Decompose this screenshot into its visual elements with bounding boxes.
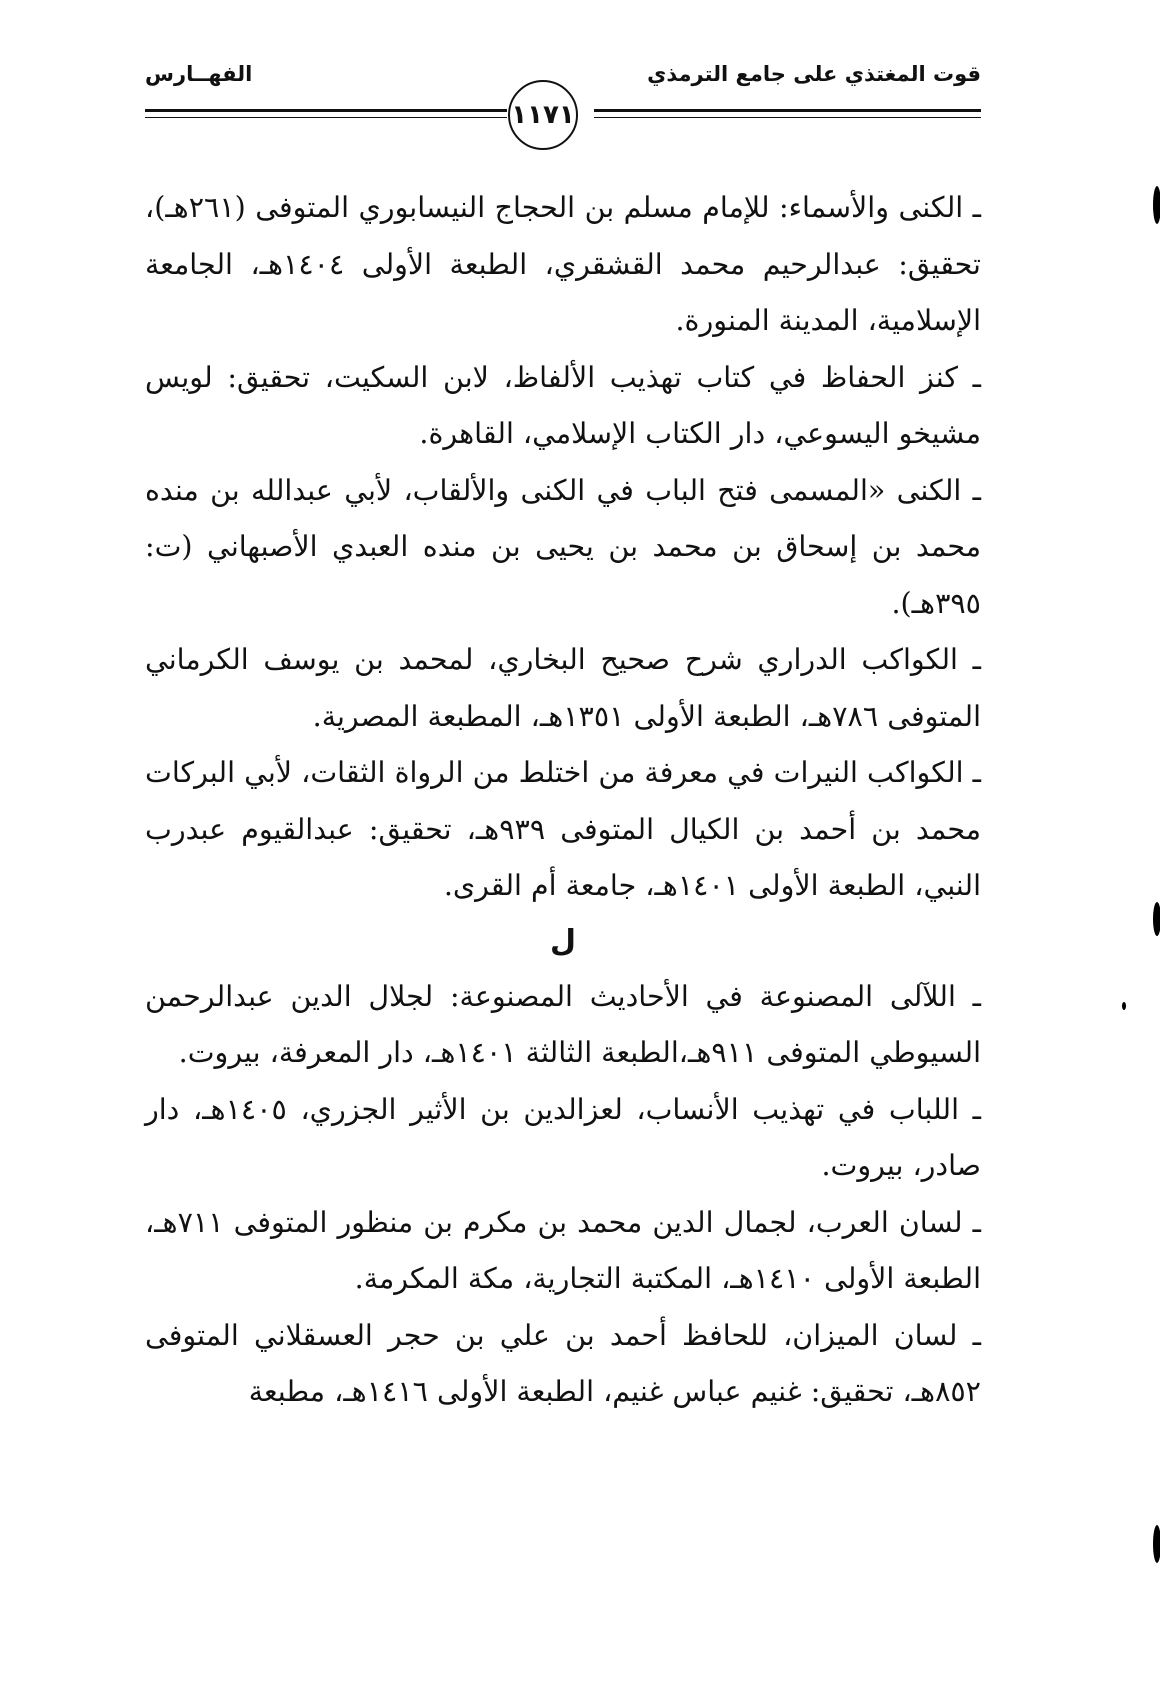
bibliography-entry: ـ لسان الميزان، للحافظ أحمد بن علي بن حجر العسقلاني المتوفى ٨٥٢هـ، تحقيق: غنيم عباس غنيم، الطبعة الأولى ١٤١٦هـ، مطبعة [145,1318,981,1408]
page-header [145,62,981,152]
bibliography-entry: ـ لسان العرب، لجمال الدين محمد بن مكرم بن منظور المتوفى ٧١١هـ، الطبعة الأولى ١٤١٠هـ، المكتبة التجارية، مكة المكرمة. [145,1205,981,1295]
bibliography-entry: ـ الكنى والأسماء: للإمام مسلم بن الحجاج النيسابوري المتوفى (٢٦١هـ)، تحقيق: عبدالرحيم محمد القشقري، الطبعة الأولى ١٤٠٤هـ، الجامعة الإسلامية، المدينة المنورة. [145,191,981,337]
bibliography-entry: ـ كنز الحفاظ في كتاب تهذيب الألفاظ، لابن السكيت، تحقيق: لويس مشيخو اليسوعي، دار الكتاب الإسلامي، القاهرة. [145,360,981,450]
scan-hole-mark [1153,902,1160,936]
bibliography-entry: ـ اللباب في تهذيب الأنساب، لعزالدين بن الأثير الجزري، ١٤٠٥هـ، دار صادر، بيروت. [145,1092,981,1182]
bibliography-entry: ـ الكواكب النيرات في معرفة من اختلط من الرواة الثقات، لأبي البركات محمد بن أحمد بن الكيال المتوفى ٩٣٩هـ، تحقيق: عبدالقيوم عبدرب النبي، الطبعة الأولى ١٤٠١هـ، جامعة أم القرى. [145,756,982,902]
section-title: الفهــارس [145,62,253,86]
scan-hole-mark [1153,186,1160,224]
scan-speck [1122,1002,1126,1010]
header-rule-right [594,109,981,118]
bibliography-list [145,180,981,1421]
bibliography-entry: ـ الكنى «المسمى فتح الباب في الكنى والألقاب، لأبي عبدالله بن منده محمد بن إسحاق بن محمد بن يحيى بن منده العبدي الأصبهاني (ت: ٣٩٥هـ). [145,473,981,620]
scan-hole-mark [1153,1525,1160,1563]
section-letter-heading: ل [549,923,577,959]
bibliography-entry: ـ الكواكب الدراري شرح صحيح البخاري، لمحمد بن يوسف الكرماني المتوفى ٧٨٦هـ، الطبعة الأولى ١٣٥١هـ، المطبعة المصرية. [145,643,981,733]
book-title: قوت المغتذي على جامع الترمذي [647,62,981,86]
header-rule-left [145,109,507,118]
bibliography-entry: ـ اللآلى المصنوعة في الأحاديث المصنوعة: لجلال الدين عبدالرحمن السيوطي المتوفى ٩١١هـ،الطبعة الثالثة ١٤٠١هـ، دار المعرفة، بيروت. [145,979,981,1069]
page-number: ١١٧١ [508,80,578,150]
